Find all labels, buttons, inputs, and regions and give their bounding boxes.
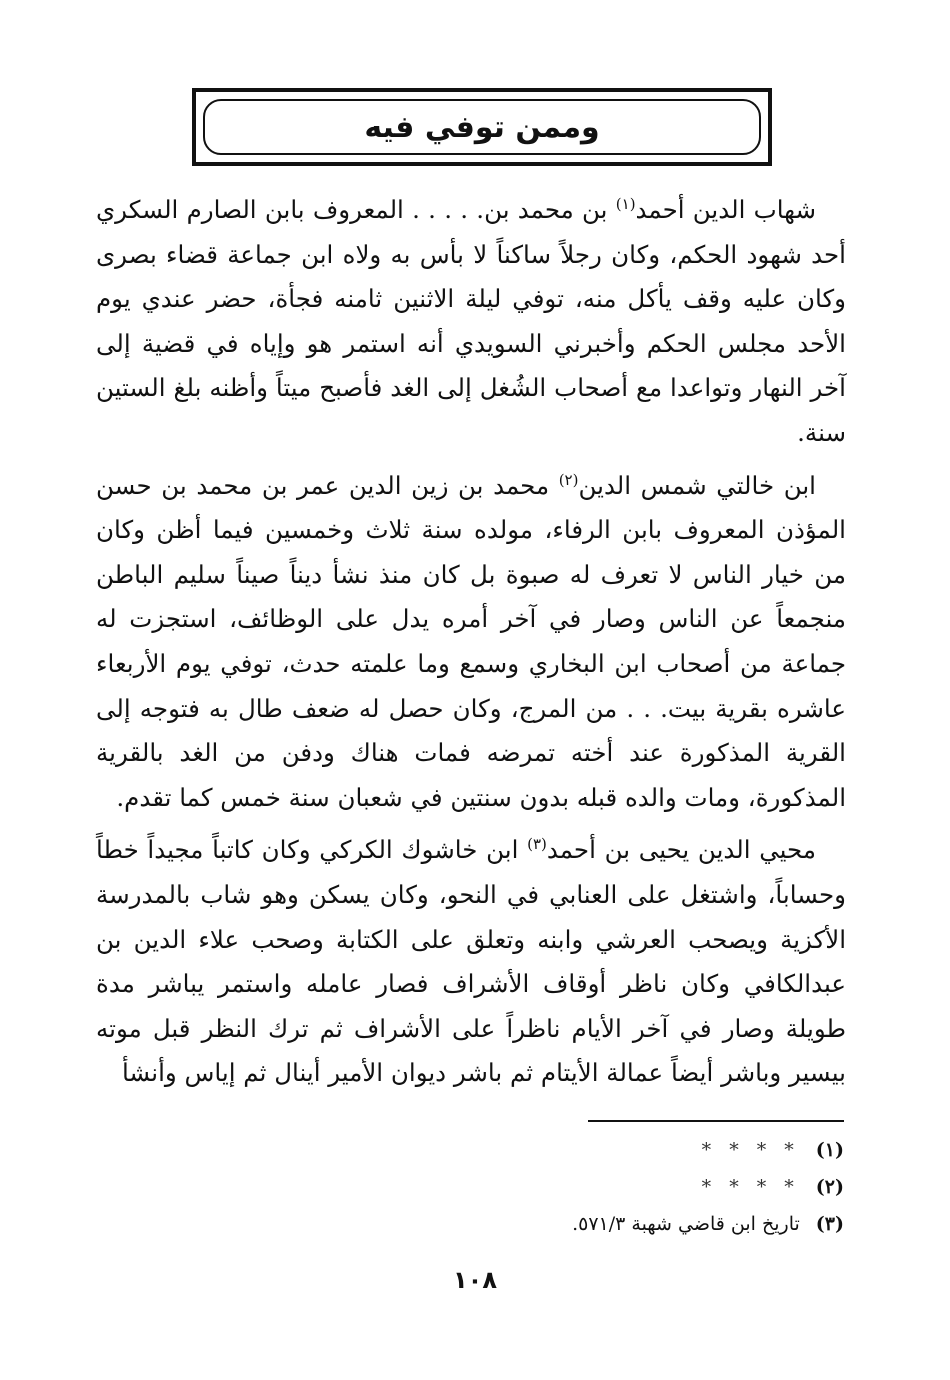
footnote-number: (٣): [815, 1213, 844, 1235]
footnote-text: * * * *: [701, 1139, 800, 1161]
paragraph-2-rest: محمد بن زين الدين عمر بن محمد بن حسن المؤذن المعروف بابن الرفاء، مولده سنة ثلاث وخمسين فيما أظن وكان من خيار الناس لا تعرف له صبوة بل كان منذ نشأ ديناً صيناً سليم الباطن منجمعاً عن الناس وصار في آخر أمره يدل على الوظائف، استجزت له جماعة من أصحاب ابن البخاري وسمع وما علمته حدث، توفي يوم الأربعاء عاشره بقرية بيت. . . من المرج، وكان حصل له ضعف طال به فتوجه إلى القرية المذكورة عند أخته تمرضه فمات هناك ودفن من الغد بالقرية المذكورة، ومات والده قبله بدون سنتين في شعبان سنة خمس كما تقدم.: [96, 470, 846, 812]
footnote-text: * * * *: [701, 1176, 800, 1198]
paragraph-1-start: شهاب الدين أحمد: [635, 195, 816, 224]
page-number: ١٠٨: [453, 1266, 497, 1294]
footnote-number: (٢): [815, 1176, 844, 1198]
footnote-text: تاريخ ابن قاضي شهبة ٥٧١/٣.: [572, 1213, 800, 1235]
footnote-number: (١): [815, 1139, 844, 1161]
paragraph-3-start: محيي الدين يحيى بن أحمد: [546, 835, 816, 865]
footnote-2: [444, 1169, 844, 1206]
paragraph-1: [96, 188, 846, 456]
footnote-separator: [588, 1120, 844, 1122]
paragraph-3-rest: ابن خاشوك الكركي وكان كاتباً مجيداً خطاً وحساباً، واشتغل على العنابي في النحو، وكان يسكن وهو شاب بالمدرسة الأكزية ويصحب العرشي وابنه وتعلق على الكتابة وصحب علاء الدين بن عبدالكافي وكان ناظر أوقاف الأشراف فصار عامله واستمر يباشر مدة طويلة وصار في آخر الأيام ناظراً على الأشراف ثم ترك النظر قبل موته بيسير وباشر أيضاً عمالة الأيتام ثم باشر ديوان الأمير أينال ثم إياس وأنشأ: [96, 835, 846, 1088]
paragraph-1-rest: بن محمد بن. . . . . المعروف بابن الصارم السكري أحد شهود الحكم، وكان رجلاً ساكناً لا بأس به ولاه ابن جماعة قضاء بصرى وكان عليه وقف يأكل منه، توفي ليلة الاثنين ثامنه فجأة، حضر عندي يوم الأحد مجلس الحكم وأخبرني السويدي أنه استمر هو وإياه في قضية إلى آخر النهار وتواعدا مع أصحاب الشُغل إلى الغد فأصبح ميتاً وأظنه بلغ الستين سنة.: [96, 195, 846, 447]
footnote-ref-3: (٣): [527, 835, 547, 854]
paragraph-3: [96, 828, 846, 1096]
section-title-frame: [192, 88, 772, 166]
paragraph-2: [96, 464, 846, 821]
body-text: [96, 188, 846, 1104]
footnote-ref-2: (٢): [558, 470, 579, 489]
footnote-3: [444, 1206, 844, 1243]
footnotes: [444, 1132, 844, 1243]
paragraph-2-start: ابن خالتي شمس الدين: [578, 470, 816, 500]
section-title: وممن توفي فيه: [364, 109, 600, 145]
footnote-1: [444, 1132, 844, 1169]
footnote-ref-1: (١): [615, 194, 636, 213]
